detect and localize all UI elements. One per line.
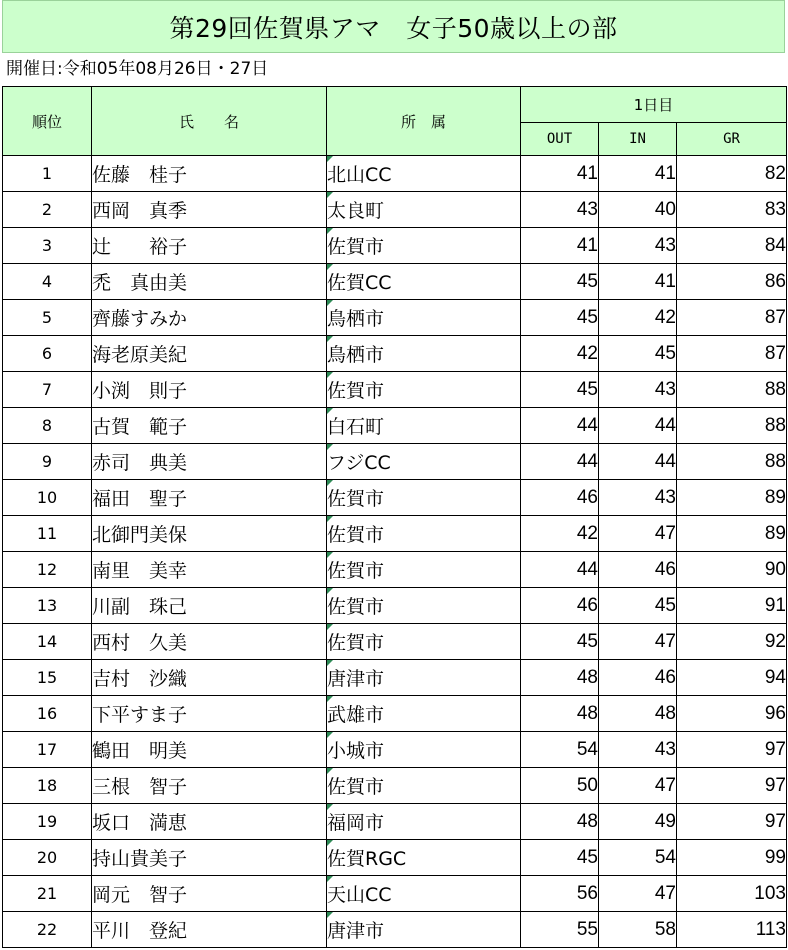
gross-score: 94 bbox=[677, 660, 787, 696]
table-row bbox=[3, 408, 787, 444]
table-row bbox=[3, 372, 787, 408]
club-name: 佐賀市 bbox=[327, 524, 385, 546]
rank-cell: 10 bbox=[3, 480, 92, 516]
club-cell bbox=[327, 660, 521, 696]
gross-score: 97 bbox=[677, 804, 787, 840]
table-row bbox=[3, 840, 787, 876]
in-score: 43 bbox=[599, 732, 677, 768]
cell-comment-marker bbox=[327, 300, 333, 306]
out-score: 41 bbox=[521, 156, 599, 192]
club-name: 佐賀市 bbox=[327, 236, 385, 258]
club-name: 北山CC bbox=[327, 164, 392, 186]
gross-score: 91 bbox=[677, 588, 787, 624]
player-name: 古賀 範子 bbox=[92, 408, 327, 444]
gross-score: 90 bbox=[677, 552, 787, 588]
table-row bbox=[3, 876, 787, 912]
out-score: 56 bbox=[521, 876, 599, 912]
gross-score: 99 bbox=[677, 840, 787, 876]
club-cell bbox=[327, 408, 521, 444]
table-row bbox=[3, 912, 787, 948]
club-cell bbox=[327, 300, 521, 336]
rank-cell: 6 bbox=[3, 336, 92, 372]
out-score: 45 bbox=[521, 264, 599, 300]
club-cell bbox=[327, 156, 521, 192]
page-title-text: 第29回佐賀県アマ 女子50歳以上の部 bbox=[169, 13, 618, 43]
player-name: 持山貴美子 bbox=[92, 840, 327, 876]
event-date: 開催日:令和05年08月26日・27日 bbox=[6, 59, 269, 79]
club-name: 鳥栖市 bbox=[327, 308, 385, 330]
table-row bbox=[3, 192, 787, 228]
rank-cell: 16 bbox=[3, 696, 92, 732]
cell-comment-marker bbox=[327, 372, 333, 378]
header-day1: 1日目 bbox=[521, 87, 787, 123]
table-row bbox=[3, 516, 787, 552]
out-score: 42 bbox=[521, 516, 599, 552]
out-score: 46 bbox=[521, 588, 599, 624]
club-name: 佐賀市 bbox=[327, 596, 385, 618]
in-score: 49 bbox=[599, 804, 677, 840]
cell-comment-marker bbox=[327, 516, 333, 522]
rank-cell: 20 bbox=[3, 840, 92, 876]
player-name: 坂口 満恵 bbox=[92, 804, 327, 840]
cell-comment-marker bbox=[327, 552, 333, 558]
rank-cell: 15 bbox=[3, 660, 92, 696]
club-cell bbox=[327, 840, 521, 876]
cell-comment-marker bbox=[327, 336, 333, 342]
rank-cell: 19 bbox=[3, 804, 92, 840]
club-cell bbox=[327, 804, 521, 840]
in-score: 47 bbox=[599, 516, 677, 552]
cell-comment-marker bbox=[327, 408, 333, 414]
club-cell bbox=[327, 876, 521, 912]
player-name: 小渕 則子 bbox=[92, 372, 327, 408]
table-row bbox=[3, 732, 787, 768]
rank-cell: 9 bbox=[3, 444, 92, 480]
rank-cell: 12 bbox=[3, 552, 92, 588]
gross-score: 88 bbox=[677, 408, 787, 444]
player-name: 鶴田 明美 bbox=[92, 732, 327, 768]
table-row bbox=[3, 552, 787, 588]
cell-comment-marker bbox=[327, 228, 333, 234]
player-name: 齊藤すみか bbox=[92, 300, 327, 336]
gross-score: 88 bbox=[677, 372, 787, 408]
rank-cell: 21 bbox=[3, 876, 92, 912]
rank-cell: 22 bbox=[3, 912, 92, 948]
out-score: 55 bbox=[521, 912, 599, 948]
cell-comment-marker bbox=[327, 804, 333, 810]
player-name: 赤司 典美 bbox=[92, 444, 327, 480]
cell-comment-marker bbox=[327, 156, 333, 162]
table-row bbox=[3, 156, 787, 192]
out-score: 48 bbox=[521, 660, 599, 696]
club-name: 佐賀市 bbox=[327, 560, 385, 582]
cell-comment-marker bbox=[327, 444, 333, 450]
in-score: 45 bbox=[599, 588, 677, 624]
out-score: 44 bbox=[521, 408, 599, 444]
player-name: 三根 智子 bbox=[92, 768, 327, 804]
gross-score: 87 bbox=[677, 336, 787, 372]
header-club: 所 属 bbox=[327, 87, 521, 156]
gross-score: 88 bbox=[677, 444, 787, 480]
cell-comment-marker bbox=[327, 660, 333, 666]
gross-score: 86 bbox=[677, 264, 787, 300]
out-score: 44 bbox=[521, 552, 599, 588]
player-name: 西岡 真季 bbox=[92, 192, 327, 228]
cell-comment-marker bbox=[327, 480, 333, 486]
rank-cell: 11 bbox=[3, 516, 92, 552]
out-score: 44 bbox=[521, 444, 599, 480]
out-score: 46 bbox=[521, 480, 599, 516]
player-name: 福田 聖子 bbox=[92, 480, 327, 516]
club-name: 佐賀市 bbox=[327, 632, 385, 654]
gross-score: 83 bbox=[677, 192, 787, 228]
player-name: 西村 久美 bbox=[92, 624, 327, 660]
club-name: 白石町 bbox=[327, 416, 385, 438]
gross-score: 89 bbox=[677, 516, 787, 552]
club-cell bbox=[327, 444, 521, 480]
rank-cell: 17 bbox=[3, 732, 92, 768]
in-score: 47 bbox=[599, 768, 677, 804]
rank-cell: 7 bbox=[3, 372, 92, 408]
rank-cell: 1 bbox=[3, 156, 92, 192]
page-title bbox=[2, 0, 785, 53]
rank-cell: 18 bbox=[3, 768, 92, 804]
club-cell bbox=[327, 336, 521, 372]
header-name: 氏 名 bbox=[92, 87, 327, 156]
club-cell bbox=[327, 696, 521, 732]
header-out: OUT bbox=[521, 123, 599, 156]
cell-comment-marker bbox=[327, 192, 333, 198]
player-name: 佐藤 桂子 bbox=[92, 156, 327, 192]
in-score: 54 bbox=[599, 840, 677, 876]
player-name: 川副 珠己 bbox=[92, 588, 327, 624]
out-score: 48 bbox=[521, 696, 599, 732]
out-score: 45 bbox=[521, 372, 599, 408]
player-name: 北御門美保 bbox=[92, 516, 327, 552]
in-score: 41 bbox=[599, 156, 677, 192]
table-row bbox=[3, 480, 787, 516]
player-name: 南里 美幸 bbox=[92, 552, 327, 588]
header-gr: GR bbox=[677, 123, 787, 156]
out-score: 54 bbox=[521, 732, 599, 768]
cell-comment-marker bbox=[327, 840, 333, 846]
gross-score: 103 bbox=[677, 876, 787, 912]
club-name: 鳥栖市 bbox=[327, 344, 385, 366]
in-score: 43 bbox=[599, 480, 677, 516]
table-row bbox=[3, 444, 787, 480]
table-row bbox=[3, 696, 787, 732]
club-name: 唐津市 bbox=[327, 920, 385, 942]
club-cell bbox=[327, 192, 521, 228]
club-name: 小城市 bbox=[327, 740, 385, 762]
cell-comment-marker bbox=[327, 912, 333, 918]
out-score: 42 bbox=[521, 336, 599, 372]
cell-comment-marker bbox=[327, 624, 333, 630]
player-name: 禿 真由美 bbox=[92, 264, 327, 300]
header-rank: 順位 bbox=[3, 87, 92, 156]
results-table bbox=[2, 86, 787, 948]
in-score: 46 bbox=[599, 660, 677, 696]
table-row bbox=[3, 804, 787, 840]
club-name: 佐賀市 bbox=[327, 776, 385, 798]
table-row bbox=[3, 624, 787, 660]
gross-score: 113 bbox=[677, 912, 787, 948]
club-cell bbox=[327, 912, 521, 948]
club-cell bbox=[327, 588, 521, 624]
gross-score: 97 bbox=[677, 768, 787, 804]
out-score: 45 bbox=[521, 624, 599, 660]
cell-comment-marker bbox=[327, 588, 333, 594]
gross-score: 84 bbox=[677, 228, 787, 264]
in-score: 46 bbox=[599, 552, 677, 588]
club-cell bbox=[327, 732, 521, 768]
in-score: 41 bbox=[599, 264, 677, 300]
gross-score: 96 bbox=[677, 696, 787, 732]
in-score: 42 bbox=[599, 300, 677, 336]
rank-cell: 13 bbox=[3, 588, 92, 624]
cell-comment-marker bbox=[327, 768, 333, 774]
player-name: 海老原美紀 bbox=[92, 336, 327, 372]
club-name: フジCC bbox=[327, 452, 391, 474]
player-name: 吉村 沙織 bbox=[92, 660, 327, 696]
gross-score: 92 bbox=[677, 624, 787, 660]
club-name: 武雄市 bbox=[327, 704, 385, 726]
club-name: 佐賀市 bbox=[327, 488, 385, 510]
table-row bbox=[3, 228, 787, 264]
in-score: 40 bbox=[599, 192, 677, 228]
player-name: 辻 裕子 bbox=[92, 228, 327, 264]
in-score: 48 bbox=[599, 696, 677, 732]
in-score: 47 bbox=[599, 624, 677, 660]
club-cell bbox=[327, 480, 521, 516]
club-name: 太良町 bbox=[327, 200, 385, 222]
cell-comment-marker bbox=[327, 264, 333, 270]
in-score: 44 bbox=[599, 408, 677, 444]
rank-cell: 14 bbox=[3, 624, 92, 660]
club-cell bbox=[327, 228, 521, 264]
results-table-header bbox=[3, 87, 787, 156]
cell-comment-marker bbox=[327, 732, 333, 738]
club-cell bbox=[327, 552, 521, 588]
club-name: 唐津市 bbox=[327, 668, 385, 690]
club-cell bbox=[327, 372, 521, 408]
in-score: 47 bbox=[599, 876, 677, 912]
out-score: 43 bbox=[521, 192, 599, 228]
player-name: 下平すま子 bbox=[92, 696, 327, 732]
table-row bbox=[3, 588, 787, 624]
in-score: 58 bbox=[599, 912, 677, 948]
gross-score: 82 bbox=[677, 156, 787, 192]
out-score: 48 bbox=[521, 804, 599, 840]
club-cell bbox=[327, 768, 521, 804]
club-cell bbox=[327, 516, 521, 552]
header-in: IN bbox=[599, 123, 677, 156]
table-row bbox=[3, 768, 787, 804]
club-name: 佐賀CC bbox=[327, 272, 392, 294]
rank-cell: 3 bbox=[3, 228, 92, 264]
club-cell bbox=[327, 264, 521, 300]
player-name: 平川 登紀 bbox=[92, 912, 327, 948]
club-name: 天山CC bbox=[327, 884, 392, 906]
out-score: 45 bbox=[521, 300, 599, 336]
out-score: 50 bbox=[521, 768, 599, 804]
rank-cell: 5 bbox=[3, 300, 92, 336]
club-name: 佐賀RGC bbox=[327, 848, 407, 870]
club-cell bbox=[327, 624, 521, 660]
results-table-body bbox=[3, 156, 787, 948]
in-score: 43 bbox=[599, 372, 677, 408]
club-name: 福岡市 bbox=[327, 812, 385, 834]
table-row bbox=[3, 336, 787, 372]
table-row bbox=[3, 300, 787, 336]
table-row bbox=[3, 264, 787, 300]
out-score: 41 bbox=[521, 228, 599, 264]
club-name: 佐賀市 bbox=[327, 380, 385, 402]
out-score: 45 bbox=[521, 840, 599, 876]
rank-cell: 8 bbox=[3, 408, 92, 444]
cell-comment-marker bbox=[327, 876, 333, 882]
gross-score: 87 bbox=[677, 300, 787, 336]
in-score: 43 bbox=[599, 228, 677, 264]
in-score: 44 bbox=[599, 444, 677, 480]
gross-score: 97 bbox=[677, 732, 787, 768]
rank-cell: 2 bbox=[3, 192, 92, 228]
in-score: 45 bbox=[599, 336, 677, 372]
player-name: 岡元 智子 bbox=[92, 876, 327, 912]
cell-comment-marker bbox=[327, 696, 333, 702]
gross-score: 89 bbox=[677, 480, 787, 516]
rank-cell: 4 bbox=[3, 264, 92, 300]
table-row bbox=[3, 660, 787, 696]
